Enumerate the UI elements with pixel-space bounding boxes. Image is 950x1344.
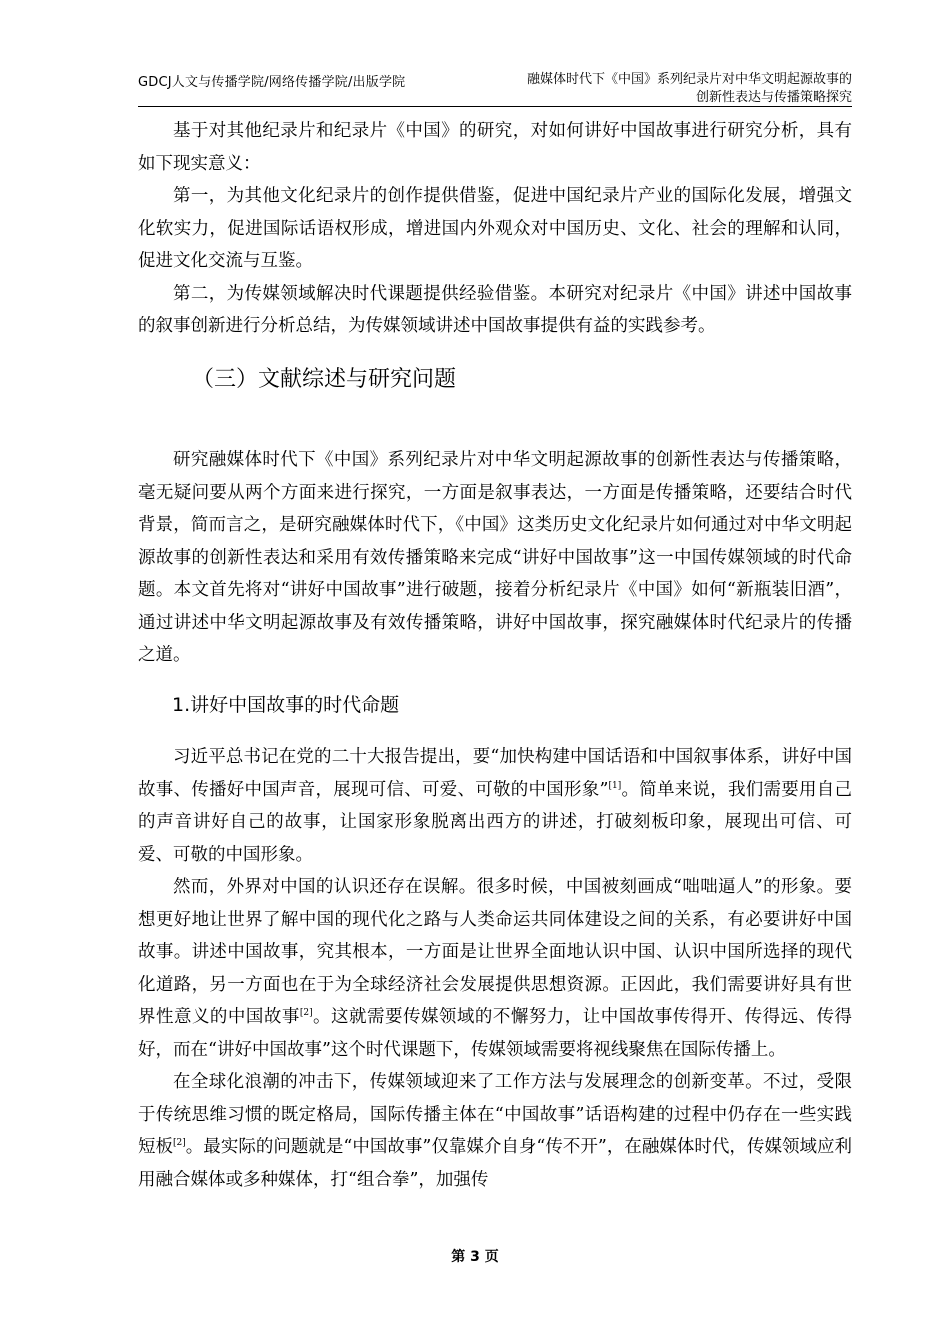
paragraph: 第一，为其他文化纪录片的创作提供借鉴，促进中国纪录片产业的国际化发展，增强文化软实力，促进国际话语权形成，增进国内外观众对中国历史、文化、社会的理解和认同，促进文化交流与互鉴。 (138, 186, 852, 271)
section-heading: （三）文献综述与研究问题 (192, 367, 457, 392)
page-header (138, 66, 852, 107)
significance-block (138, 115, 852, 343)
header-title-line2: 创新性表达与传播策略探究 (695, 90, 852, 105)
header-title (527, 71, 852, 107)
header-title-line1: 融媒体时代下《中国》系列纪录片对中华文明起源故事的 (526, 72, 852, 87)
paragraph: 研究融媒体时代下《中国》系列纪录片对中华文明起源故事的创新性表达与传播策略，毫无疑问要从两个方面来进行探究，一方面是叙事表达，一方面是传播策略，还要结合时代背景，简而言之，是研究融媒体时代下，《中国》这类历史文化纪录片如何通过对中华文明起源故事的创新性表达和采用有效传播策略来完成“讲好中国故事”这一中国传媒领域的时代命题。本文首先将对“讲好中国故事”进行破题，接着分析纪录片《中国》如何“新瓶装旧酒”，通过讲述中华文明起源故事及有效传播策略，讲好中国故事，探究融媒体时代纪录片的传播之道。 (138, 450, 852, 665)
era-proposition-block (138, 741, 852, 1196)
citation-ref: [2] (299, 1008, 313, 1019)
paragraph: 第二，为传媒领域解决时代课题提供经验借鉴。本研究对纪录片《中国》讲述中国故事的叙事创新进行分析总结，为传媒领域讲述中国故事提供有益的实践参考。 (138, 283, 852, 336)
paragraph: 基于对其他纪录片和纪录片《中国》的研究，对如何讲好中国故事进行研究分析，具有如下现实意义： (138, 121, 852, 174)
page-number: 第 3 页 (451, 1249, 499, 1265)
citation-ref: [2] (173, 1138, 186, 1149)
literature-review-block (138, 444, 852, 672)
subsection-heading: 1.讲好中国故事的时代命题 (172, 694, 400, 716)
citation-ref: [1] (608, 780, 622, 791)
header-institution: GDCJ人文与传播学院/网络传播学院/出版学院 (138, 75, 406, 90)
paragraph: 然而，外界对中国的认识还存在误解。很多时候，中国被刻画成“咄咄逼人”的形象。要想更好地让世界了解中国的现代化之路与人类命运共同体建设之间的关系，有必要讲好中国故事。讲述中国故事，究其根本，一方面是让世界全面地认识中国、认识中国所选择的现代化道路，另一方面也在于为全球经济社会发展提供思想资源。正因此，我们需要讲好具有世界性意义的中国故事[2]。这就需要传媒领域的不懈努力，让中国故事传得开、传得远、传得好，而在“讲好中国故事”这个时代课题下，传媒领域需要将视线聚焦在国际传播上。 (138, 877, 852, 1060)
paragraph: 在全球化浪潮的冲击下，传媒领域迎来了工作方法与发展理念的创新变革。不过，受限于传统思维习惯的既定格局，国际传播主体在“中国故事”话语构建的过程中仍存在一些实践短板[2]。最实际的问题就是“中国故事”仅靠媒介自身“传不开”，在融媒体时代，传媒领域应利用融合媒体或多种媒体，打“组合拳”，加强传 (138, 1072, 852, 1190)
paragraph: 习近平总书记在党的二十大报告提出，要“加快构建中国话语和中国叙事体系，讲好中国故事、传播好中国声音，展现可信、可爱、可敬的中国形象”[1]。简单来说，我们需要用自己的声音讲好自己的故事，让国家形象脱离出西方的讲述，打破刻板印象，展现出可信、可爱、可敬的中国形象。 (138, 747, 852, 865)
